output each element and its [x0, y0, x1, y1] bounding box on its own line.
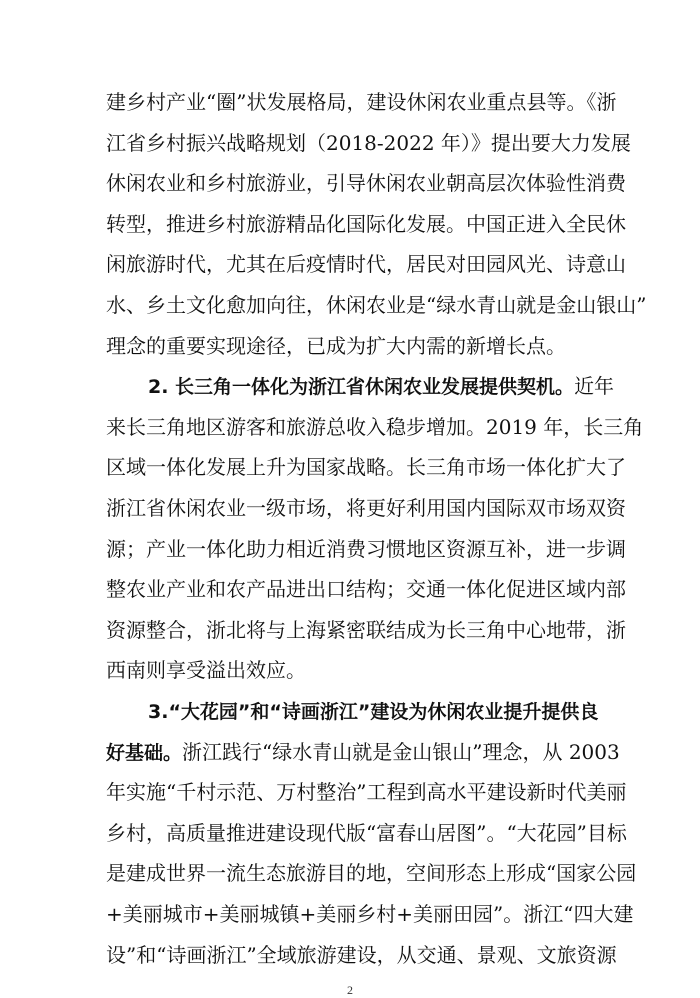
section-3-heading-part-2: 好基础。 [106, 741, 183, 764]
paragraph-1-line-3: 休闲农业和乡村旅游业，引导休闲农业朝高层次体验性消费 [106, 171, 626, 196]
section-3-line-4: 乡村，高质量推进建设现代版“富春山居图”。“大花园”目标 [106, 820, 627, 845]
page-number: 2 [347, 983, 353, 998]
section-2-line-5: 源；产业一体化助力相近消费习惯地区资源互补，进一步调 [106, 536, 626, 561]
section-2-line-4: 浙江省休闲农业一级市场，将更好利用国内国际双市场双资 [106, 496, 626, 520]
paragraph-1-line-5: 闲旅游时代，尤其在后疫情时代，居民对田园风光、诗意山 [106, 252, 626, 277]
section-3-line-6: +美丽城市+美丽城镇+美丽乡村+美丽田园”。浙江“四大建 [106, 902, 634, 926]
section-2-line-8: 西南则享受溢出效应。 [106, 658, 306, 683]
section-2-line-2: 来长三角地区游客和旅游总收入稳步增加。2019 年，长三角 [106, 414, 644, 439]
section-3-line-3: 年实施“千村示范、万村整治”工程到高水平建设新时代美丽 [106, 780, 627, 805]
section-2-line-3: 区域一体化发展上升为国家战略。长三角市场一体化扩大了 [106, 455, 626, 480]
paragraph-1-line-2: 江省乡村振兴战略规划（2018-2022 年）》提出要大力发展 [106, 130, 631, 155]
paragraph-1-line-6: 水、乡土文化愈加向往，休闲农业是“绿水青山就是金山银山” [106, 293, 647, 317]
section-2-first-line [148, 366, 615, 406]
section-3-line-7: 设”和“诗画浙江”全域旅游建设，从交通、景观、文旅资源 [106, 942, 617, 967]
section-3-line-2 [106, 732, 620, 772]
section-3-line-5: 是建成世界一流生态旅游目的地，空间形态上形成“国家公园 [106, 861, 637, 886]
paragraph-1-line-4: 转型，推进乡村旅游精品化国际化发展。中国正进入全民休 [106, 211, 626, 236]
paragraph-1-line-7: 理念的重要实现途径，已成为扩大内需的新增长点。 [106, 333, 566, 358]
paragraph-1-line-1: 建乡村产业“圈”状发展格局，建设休闲农业重点县等。《浙 [106, 90, 617, 114]
section-2-heading: 2. 长三角一体化为浙江省休闲农业发展提供契机。 [148, 376, 575, 399]
section-3-first-line [148, 691, 599, 731]
section-2-first-line-tail: 近年 [574, 374, 615, 399]
section-3-heading-part-1: 3.“大花园”和“诗画浙江”建设为休闲农业提升提供良 [148, 701, 599, 723]
section-2-line-6: 整农业产业和农产品进出口结构；交通一体化促进区域内部 [106, 577, 626, 602]
section-3-line-2-tail: 浙江践行“绿水青山就是金山银山”理念，从 2003 [182, 739, 620, 764]
section-2-line-7: 资源整合，浙北将与上海紧密联结成为长三角中心地带，浙 [106, 617, 626, 642]
